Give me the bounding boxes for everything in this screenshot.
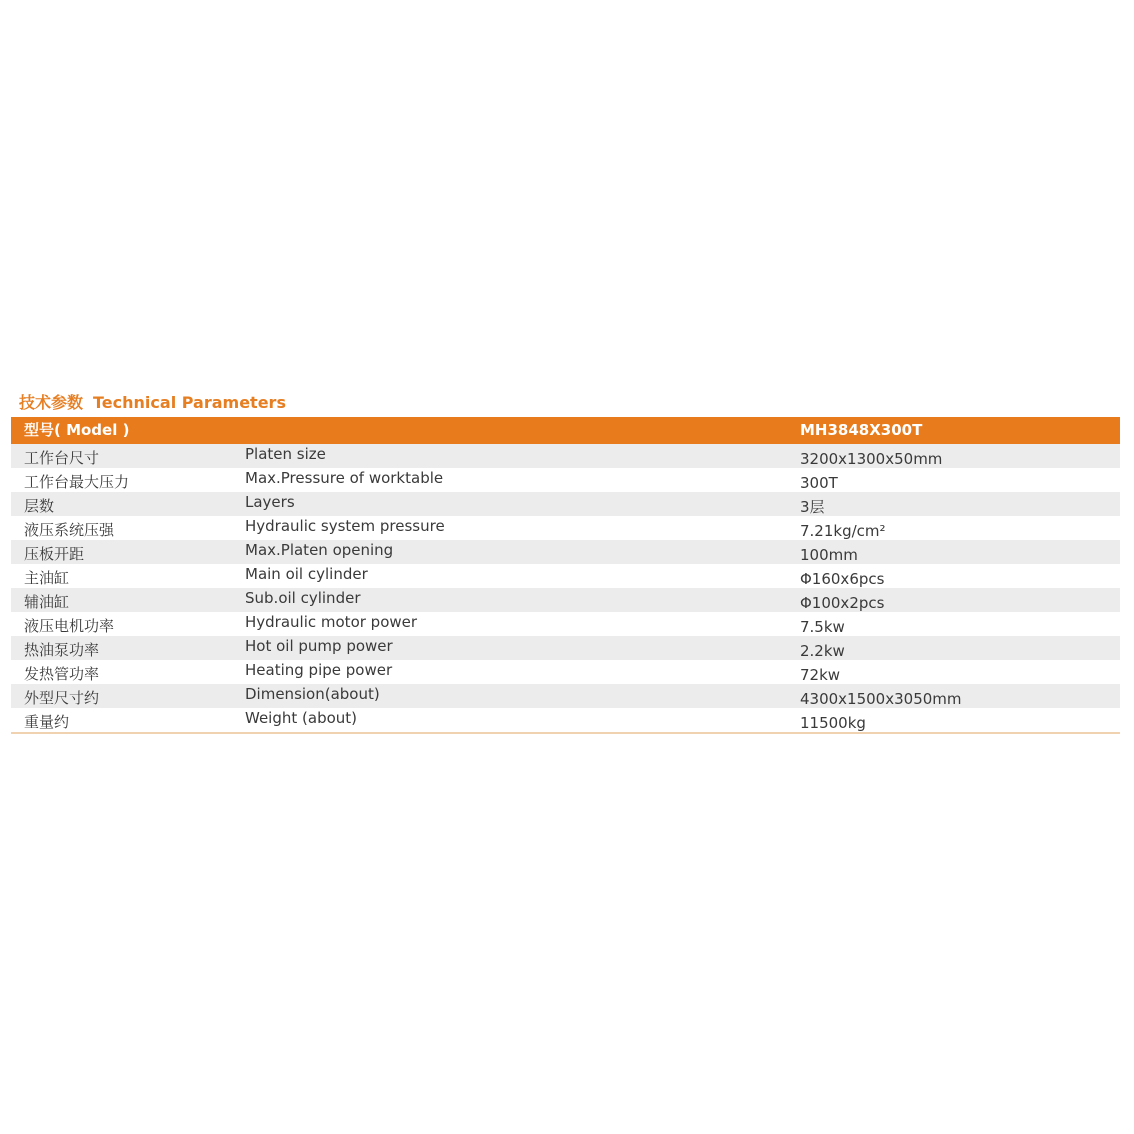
row-label-cn: 辅油缸 — [24, 593, 70, 611]
row-label-cn: 层数 — [24, 497, 55, 515]
row-value: 7.21kg/cm² — [800, 522, 886, 540]
row-label-en: Max.Platen opening — [245, 541, 394, 559]
row-value: 4300x1500x3050mm — [800, 690, 962, 708]
table-row — [11, 492, 1120, 516]
row-label-en: Weight (about) — [245, 709, 358, 727]
spec-table — [11, 417, 1120, 734]
row-label-cn: 液压系统压强 — [24, 521, 115, 539]
table-row — [11, 660, 1120, 684]
row-label-en: Main oil cylinder — [245, 565, 368, 583]
row-label-cn: 热油泵功率 — [24, 641, 100, 659]
row-value: 300T — [800, 474, 838, 492]
row-label-cn: 压板开距 — [24, 545, 85, 563]
row-value: 100mm — [800, 546, 858, 564]
row-label-en: Hydraulic system pressure — [245, 517, 445, 535]
table-row — [11, 468, 1120, 492]
table-row — [11, 444, 1120, 468]
row-value: Φ160x6pcs — [800, 570, 885, 588]
table-row — [11, 540, 1120, 564]
table-row — [11, 708, 1120, 732]
section-title — [19, 392, 286, 414]
row-label-cn: 工作台最大压力 — [24, 473, 130, 491]
table-row — [11, 612, 1120, 636]
table-row — [11, 684, 1120, 708]
row-value: Φ100x2pcs — [800, 594, 885, 612]
row-label-en: Sub.oil cylinder — [245, 589, 361, 607]
row-label-en: Layers — [245, 493, 295, 511]
row-label-cn: 发热管功率 — [24, 665, 100, 683]
table-header — [11, 417, 1120, 444]
row-label-en: Heating pipe power — [245, 661, 393, 679]
row-label-en: Hot oil pump power — [245, 637, 393, 655]
row-value: 2.2kw — [800, 642, 845, 660]
row-value: 7.5kw — [800, 618, 845, 636]
row-value: 11500kg — [800, 714, 866, 732]
row-label-en: Platen size — [245, 445, 326, 463]
row-value: 72kw — [800, 666, 841, 684]
row-label-en: Hydraulic motor power — [245, 613, 418, 631]
model-label: 型号( Model ) — [24, 421, 130, 439]
section-title-cn: 技术参数 — [19, 393, 84, 412]
row-label-cn: 外型尺寸约 — [24, 689, 100, 707]
row-label-en: Max.Pressure of worktable — [245, 469, 444, 487]
row-label-en: Dimension(about) — [245, 685, 380, 703]
table-row — [11, 636, 1120, 660]
table-row — [11, 516, 1120, 540]
row-label-cn: 工作台尺寸 — [24, 449, 100, 467]
table-row — [11, 564, 1120, 588]
row-label-cn: 主油缸 — [24, 569, 70, 587]
section-title-en: Technical Parameters — [93, 393, 286, 412]
row-value: 3200x1300x50mm — [800, 450, 943, 468]
table-bottom-divider — [11, 732, 1120, 734]
model-value: MH3848X300T — [800, 421, 923, 439]
row-label-cn: 重量约 — [24, 713, 70, 731]
row-label-cn: 液压电机功率 — [24, 617, 115, 635]
row-value: 3层 — [800, 498, 825, 516]
table-row — [11, 588, 1120, 612]
